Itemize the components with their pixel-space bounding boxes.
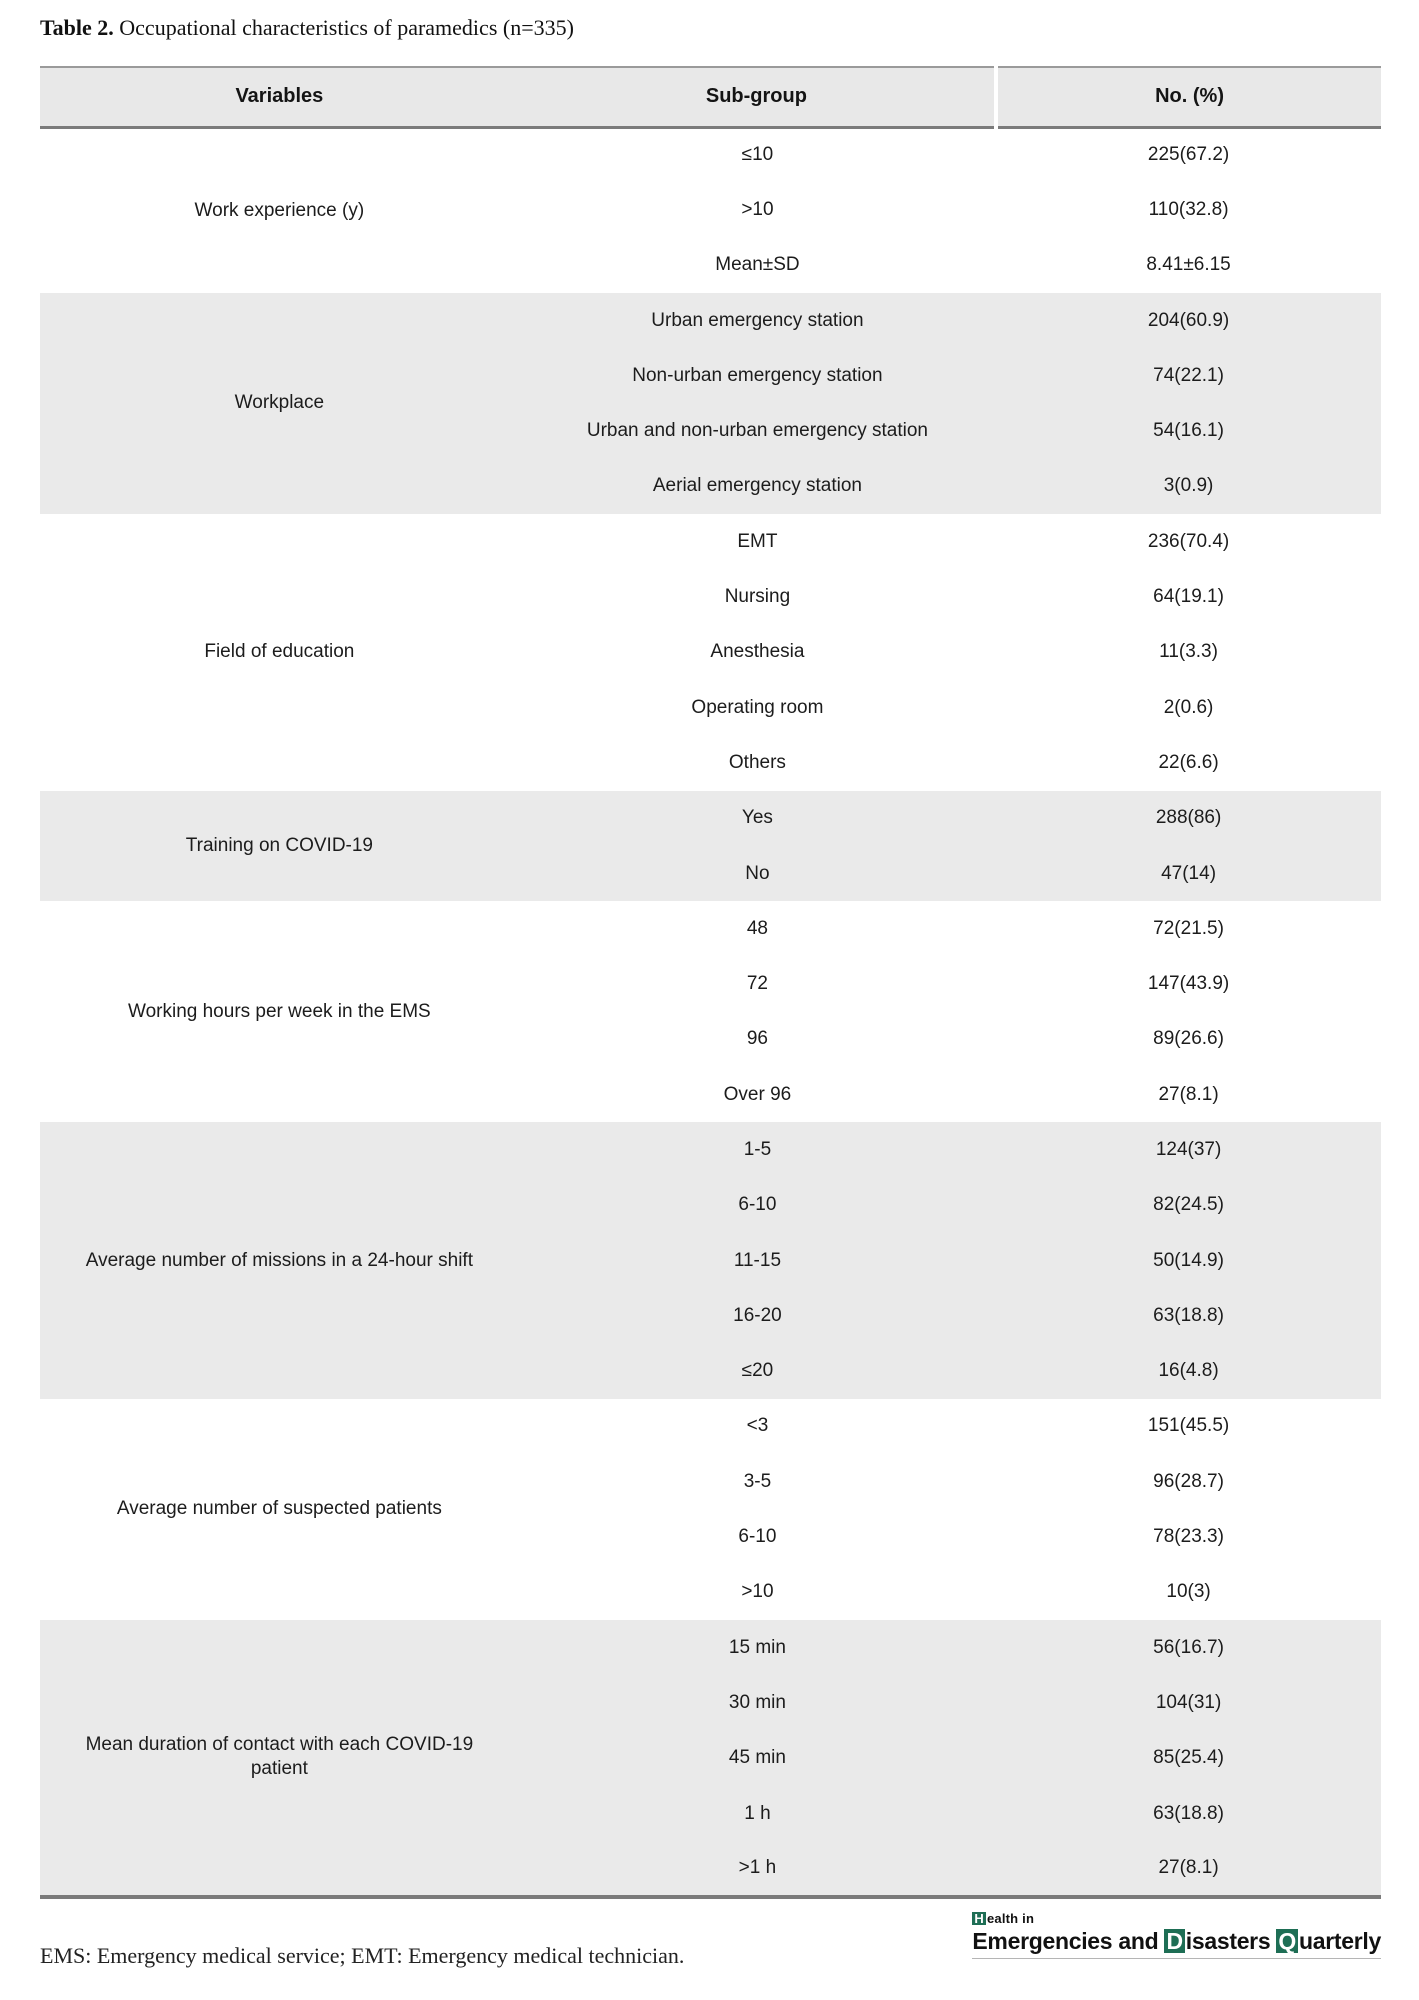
logo-text: isasters — [1185, 1927, 1277, 1954]
journal-logo — [972, 1911, 1381, 1959]
table-row — [40, 293, 1381, 348]
value-cell: 96(28.7) — [996, 1454, 1381, 1509]
column-header-no-percent: No. (%) — [996, 67, 1381, 127]
subgroup-cell: Nursing — [519, 569, 996, 624]
value-cell: 47(14) — [996, 846, 1381, 901]
variable-label: Average number of missions in a 24-hour shift — [40, 1122, 519, 1398]
subgroup-cell: Aerial emergency station — [519, 459, 996, 514]
value-cell: 124(37) — [996, 1122, 1381, 1177]
table-row — [40, 791, 1381, 846]
table-caption-text: Occupational characteristics of paramedics (n=335) — [113, 15, 574, 40]
journal-logo-underline — [972, 1958, 1381, 1959]
value-cell: 288(86) — [996, 791, 1381, 846]
value-cell: 63(18.8) — [996, 1288, 1381, 1343]
subgroup-cell: Mean±SD — [519, 238, 996, 293]
value-cell: 3(0.9) — [996, 459, 1381, 514]
variable-label: Field of education — [40, 514, 519, 790]
subgroup-cell: EMT — [519, 514, 996, 569]
abbreviations-footnote: EMS: Emergency medical service; EMT: Emergency medical technician. — [40, 1942, 685, 1968]
subgroup-cell: 30 min — [519, 1675, 996, 1730]
table-row — [40, 1399, 1381, 1454]
journal-logo-line2 — [972, 1928, 1381, 1955]
value-cell: 110(32.8) — [996, 182, 1381, 237]
value-cell: 151(45.5) — [996, 1399, 1381, 1454]
subgroup-cell: 6-10 — [519, 1178, 996, 1233]
column-header-subgroup: Sub-group — [519, 67, 996, 127]
subgroup-cell: Urban and non-urban emergency station — [519, 403, 996, 458]
value-cell: 72(21.5) — [996, 901, 1381, 956]
table-body — [40, 127, 1381, 1897]
subgroup-cell: 16-20 — [519, 1288, 996, 1343]
subgroup-cell: 1-5 — [519, 1122, 996, 1177]
logo-boxed-letter: H — [974, 1910, 984, 1926]
value-cell: 54(16.1) — [996, 403, 1381, 458]
logo-text: Emergencies and — [972, 1927, 1165, 1954]
value-cell: 74(22.1) — [996, 348, 1381, 403]
subgroup-cell: Anesthesia — [519, 625, 996, 680]
value-cell: 236(70.4) — [996, 514, 1381, 569]
journal-logo-line1 — [972, 1911, 1381, 1926]
subgroup-cell: Yes — [519, 791, 996, 846]
logo-text: ealth in — [986, 1910, 1035, 1926]
variable-label: Average number of suspected patients — [40, 1399, 519, 1620]
variable-label: Workplace — [40, 293, 519, 514]
logo-boxed-letter: Q — [1278, 1927, 1297, 1954]
footer — [40, 1899, 1381, 1999]
subgroup-cell: 45 min — [519, 1731, 996, 1786]
value-cell: 50(14.9) — [996, 1233, 1381, 1288]
variable-label: Working hours per week in the EMS — [40, 901, 519, 1122]
value-cell: 27(8.1) — [996, 1067, 1381, 1122]
variable-label: Mean duration of contact with each COVID-19 patient — [40, 1620, 519, 1896]
value-cell: 8.41±6.15 — [996, 238, 1381, 293]
subgroup-cell: 3-5 — [519, 1454, 996, 1509]
table-row — [40, 1122, 1381, 1177]
value-cell: 22(6.6) — [996, 735, 1381, 790]
table-row — [40, 514, 1381, 569]
table-header — [40, 67, 1381, 127]
table-row — [40, 127, 1381, 182]
value-cell: 104(31) — [996, 1675, 1381, 1730]
value-cell: 10(3) — [996, 1565, 1381, 1620]
subgroup-cell: Operating room — [519, 680, 996, 735]
subgroup-cell: 48 — [519, 901, 996, 956]
subgroup-cell: 96 — [519, 1012, 996, 1067]
subgroup-cell: Non-urban emergency station — [519, 348, 996, 403]
value-cell: 147(43.9) — [996, 956, 1381, 1011]
logo-text: uarterly — [1299, 1927, 1381, 1954]
value-cell: 56(16.7) — [996, 1620, 1381, 1675]
value-cell: 63(18.8) — [996, 1786, 1381, 1841]
value-cell: 64(19.1) — [996, 569, 1381, 624]
value-cell: 11(3.3) — [996, 625, 1381, 680]
subgroup-cell: 11-15 — [519, 1233, 996, 1288]
variable-label: Work experience (y) — [40, 127, 519, 293]
subgroup-cell: Urban emergency station — [519, 293, 996, 348]
value-cell: 16(4.8) — [996, 1344, 1381, 1399]
subgroup-cell: >1 h — [519, 1841, 996, 1896]
value-cell: 78(23.3) — [996, 1509, 1381, 1564]
subgroup-cell: 72 — [519, 956, 996, 1011]
variable-label: Training on COVID-19 — [40, 791, 519, 902]
value-cell: 204(60.9) — [996, 293, 1381, 348]
logo-boxed-letter: D — [1166, 1927, 1183, 1954]
table-row — [40, 1620, 1381, 1675]
subgroup-cell: Over 96 — [519, 1067, 996, 1122]
value-cell: 89(26.6) — [996, 1012, 1381, 1067]
table-header-row — [40, 67, 1381, 127]
value-cell: 2(0.6) — [996, 680, 1381, 735]
table-caption — [40, 14, 1381, 41]
table-row — [40, 901, 1381, 956]
subgroup-cell: ≤10 — [519, 127, 996, 182]
subgroup-cell: 15 min — [519, 1620, 996, 1675]
column-header-variables: Variables — [40, 67, 519, 127]
value-cell: 82(24.5) — [996, 1178, 1381, 1233]
occupational-characteristics-table — [40, 66, 1381, 1899]
subgroup-cell: >10 — [519, 182, 996, 237]
table-caption-label: Table 2. — [40, 15, 114, 40]
value-cell: 27(8.1) — [996, 1841, 1381, 1896]
subgroup-cell: >10 — [519, 1565, 996, 1620]
subgroup-cell: 1 h — [519, 1786, 996, 1841]
subgroup-cell: No — [519, 846, 996, 901]
subgroup-cell: ≤20 — [519, 1344, 996, 1399]
value-cell: 225(67.2) — [996, 127, 1381, 182]
subgroup-cell: Others — [519, 735, 996, 790]
value-cell: 85(25.4) — [996, 1731, 1381, 1786]
subgroup-cell: <3 — [519, 1399, 996, 1454]
subgroup-cell: 6-10 — [519, 1509, 996, 1564]
